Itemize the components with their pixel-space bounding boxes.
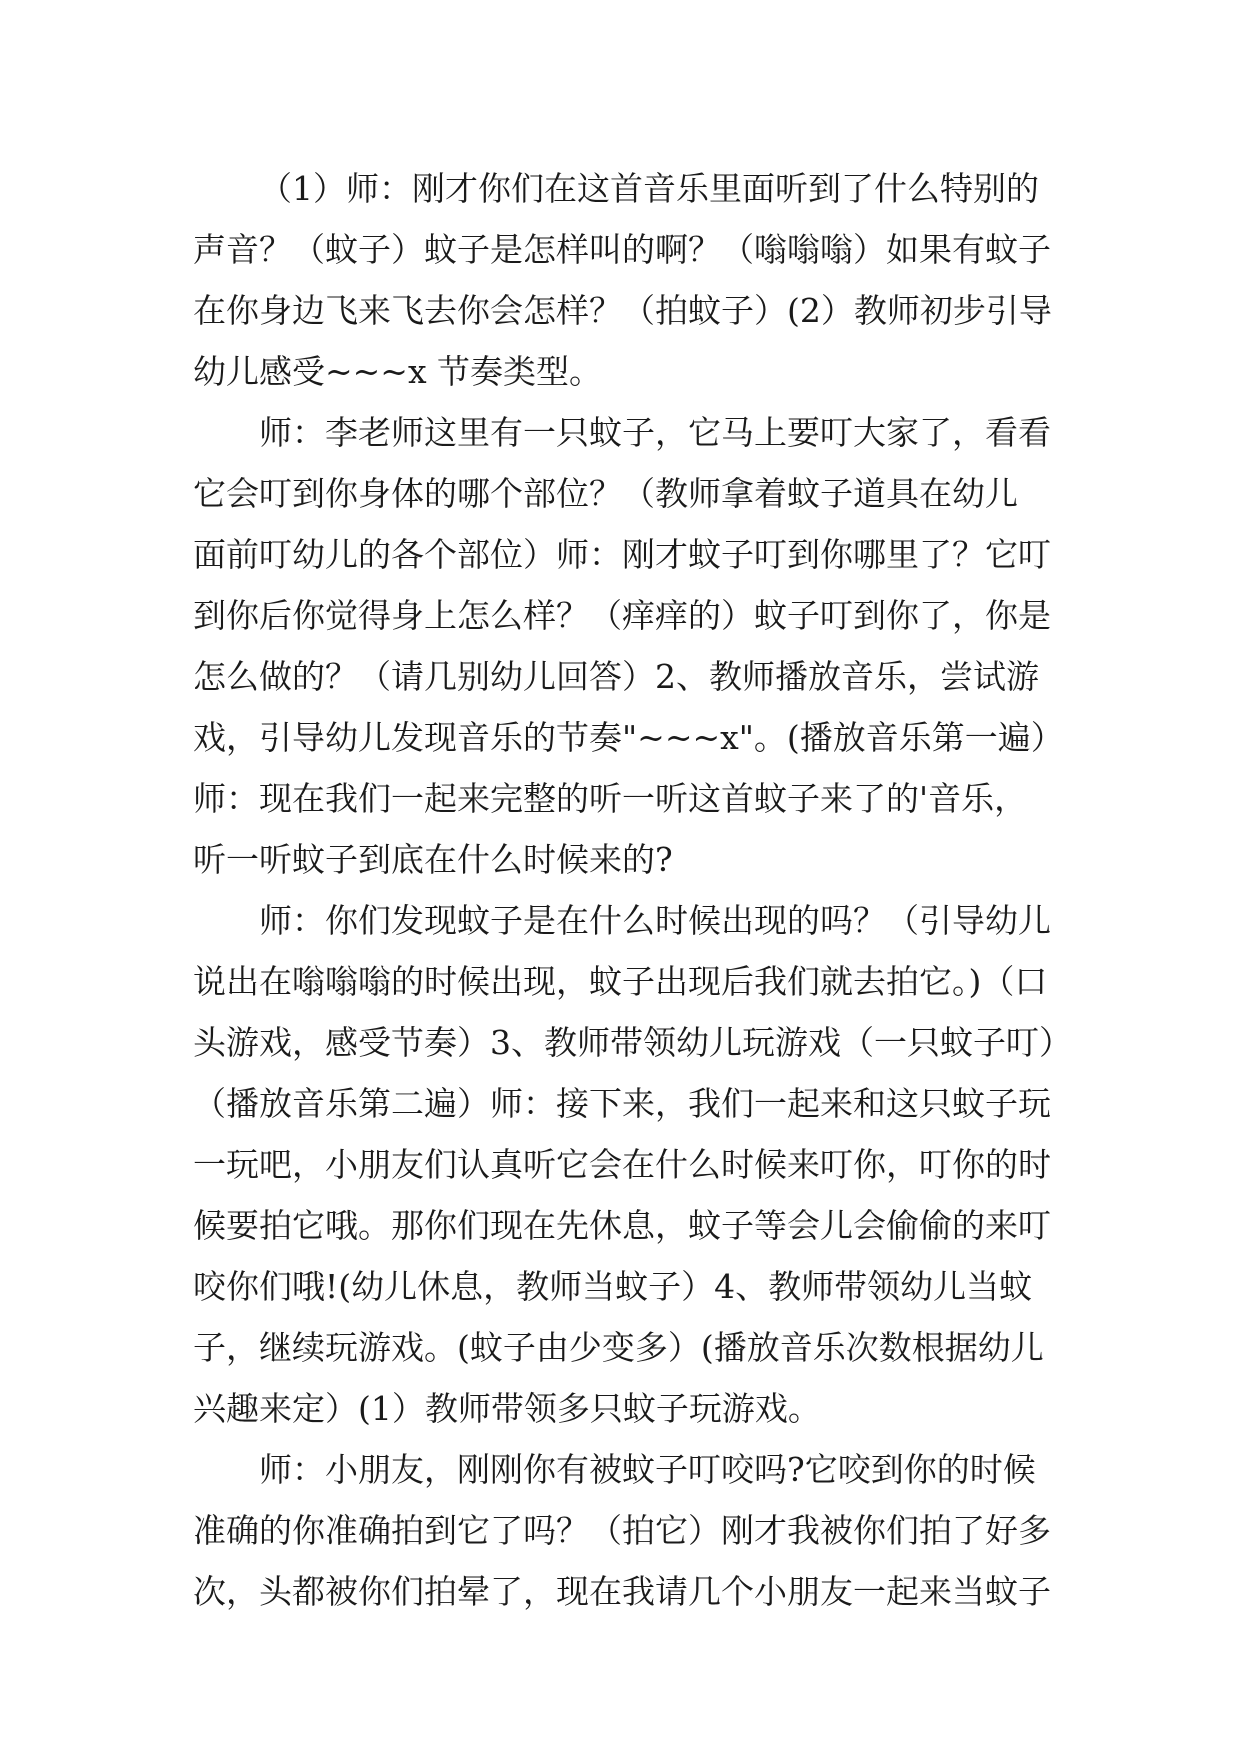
text-line: （1）师：刚才你们在这首音乐里面听到了什么特别的 xyxy=(259,169,1039,208)
text-line: 子，继续玩游戏。(蚊子由少变多）(播放音乐次数根据幼儿 xyxy=(193,1328,1044,1367)
text-line: 师：小朋友，刚刚你有被蚊子叮咬吗?它咬到你的时候 xyxy=(259,1450,1036,1489)
text-line: 在你身边飞来飞去你会怎样？（拍蚊子）(2）教师初步引导 xyxy=(193,291,1052,330)
text-line: 师：你们发现蚊子是在什么时候出现的吗？（引导幼儿 xyxy=(259,901,1051,940)
text-line: 听一听蚊子到底在什么时候来的? xyxy=(193,840,673,879)
text-line: 兴趣来定）(1）教师带领多只蚊子玩游戏。 xyxy=(193,1389,821,1428)
paragraph-4 xyxy=(193,1439,1053,1622)
text-line: 到你后你觉得身上怎么样？（痒痒的）蚊子叮到你了，你是 xyxy=(193,596,1051,635)
text-line: 候要拍它哦。那你们现在先休息，蚊子等会儿会偷偷的来叮 xyxy=(193,1206,1051,1245)
text-line: 声音？（蚊子）蚊子是怎样叫的啊？（嗡嗡嗡）如果有蚊子 xyxy=(193,230,1051,269)
text-line: 次，头都被你们拍晕了，现在我请几个小朋友一起来当蚊子 xyxy=(193,1572,1051,1611)
text-line: 它会叮到你身体的哪个部位？（教师拿着蚊子道具在幼儿 xyxy=(193,474,1018,513)
text-line: 面前叮幼儿的各个部位）师：刚才蚊子叮到你哪里了？它叮 xyxy=(193,535,1051,574)
paragraph-3 xyxy=(193,890,1072,1439)
text-line: 戏，引导幼儿发现音乐的节奏"~~~x"。(播放音乐第一遍） xyxy=(193,718,1064,757)
text-line: 怎么做的？（请几别幼儿回答）2、教师播放音乐，尝试游 xyxy=(193,657,1039,696)
paragraph-2 xyxy=(193,402,1064,890)
text-line: 师：现在我们一起来完整的听一听这首蚊子来了的'音乐， xyxy=(193,779,1028,818)
text-line: 头游戏，感受节奏）3、教师带领幼儿玩游戏（一只蚊子叮） xyxy=(193,1023,1072,1062)
document-body xyxy=(193,158,1072,1622)
text-line: 一玩吧，小朋友们认真听它会在什么时候来叮你，叮你的时 xyxy=(193,1145,1051,1184)
text-line: 师：李老师这里有一只蚊子，它马上要叮大家了，看看 xyxy=(259,413,1051,452)
paragraph-1 xyxy=(193,158,1053,402)
text-line: 咬你们哦!(幼儿休息，教师当蚊子）4、教师带领幼儿当蚊 xyxy=(193,1267,1033,1306)
text-line: 说出在嗡嗡嗡的时候出现，蚊子出现后我们就去拍它。)（口 xyxy=(193,962,1048,1001)
text-line: 准确的你准确拍到它了吗？（拍它）刚才我被你们拍了好多 xyxy=(193,1511,1051,1550)
text-line: 幼儿感受~~~x 节奏类型。 xyxy=(193,352,603,391)
text-line: （播放音乐第二遍）师：接下来，我们一起来和这只蚊子玩 xyxy=(193,1084,1051,1123)
